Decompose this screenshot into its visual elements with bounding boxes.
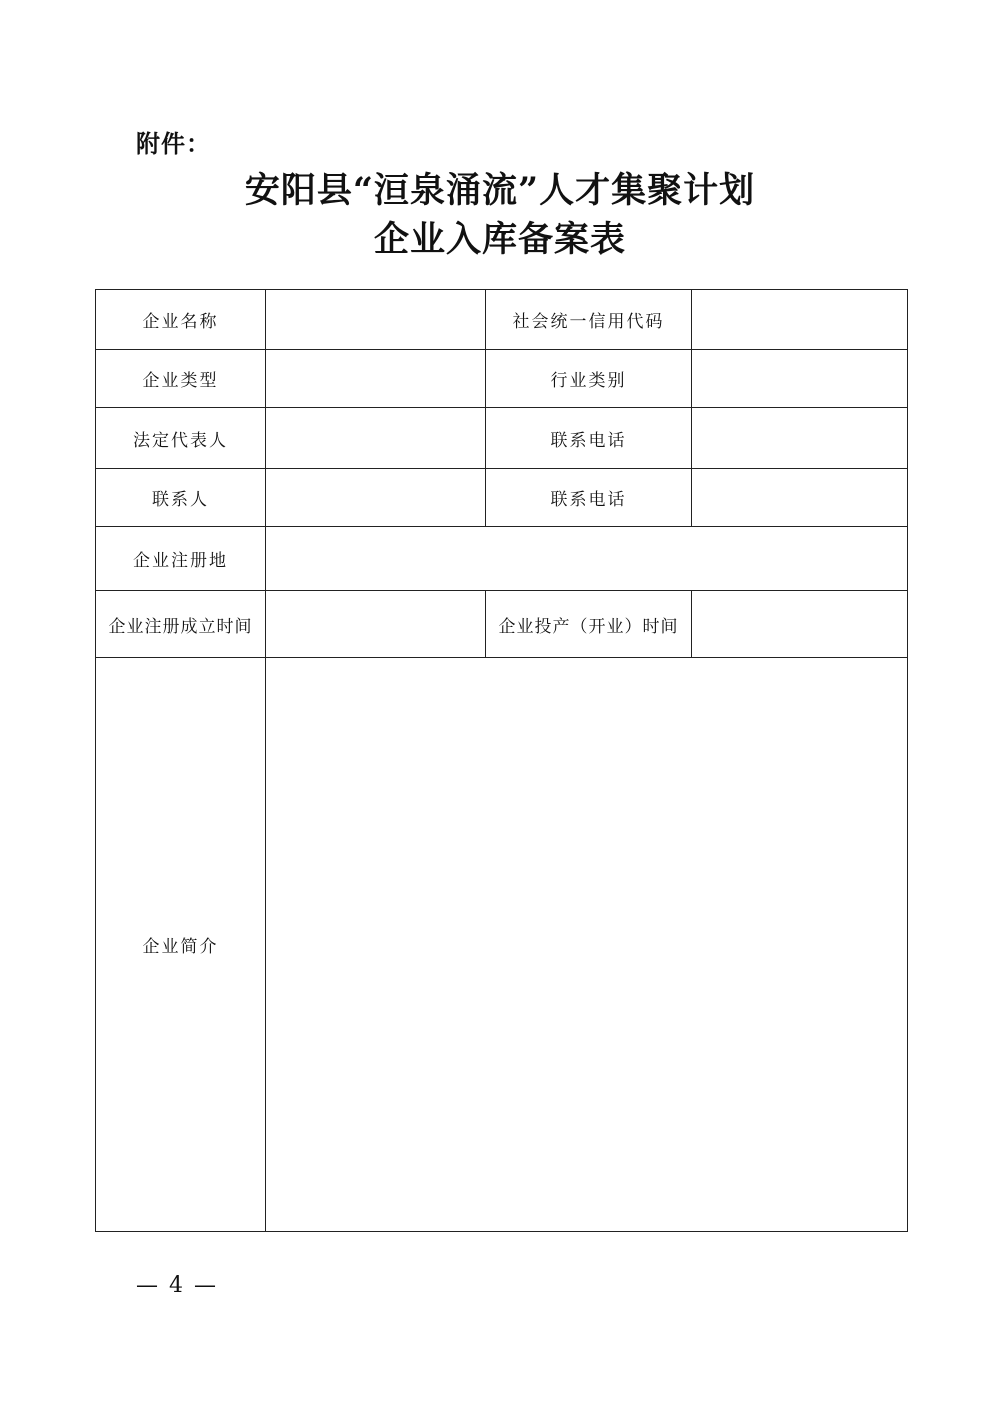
contact-phone-field[interactable] [692, 469, 908, 527]
attachment-label: 附件： [136, 130, 211, 158]
form-title-line-1: 安阳县“洹泉涌流”人才集聚计划 [244, 170, 756, 211]
legal-rep-phone-label: 联系电话 [486, 408, 692, 469]
legal-rep-label: 法定代表人 [96, 408, 266, 469]
contact-phone-label: 联系电话 [486, 469, 692, 527]
table-row [96, 350, 908, 408]
contact-person-label: 联系人 [96, 469, 266, 527]
table-row [96, 290, 908, 350]
table-row [96, 469, 908, 527]
industry-field[interactable] [692, 350, 908, 408]
company-intro-field[interactable] [266, 658, 908, 1232]
table-row [96, 527, 908, 591]
operation-date-field[interactable] [692, 591, 908, 658]
registered-address-label: 企业注册地 [96, 527, 266, 591]
registration-form-table [95, 289, 908, 1232]
industry-label: 行业类别 [486, 350, 692, 408]
legal-rep-phone-field[interactable] [692, 408, 908, 469]
company-intro-label: 企业简介 [96, 658, 266, 1232]
table-row [96, 408, 908, 469]
company-type-field[interactable] [266, 350, 486, 408]
established-date-label: 企业注册成立时间 [96, 591, 266, 658]
company-name-field[interactable] [266, 290, 486, 350]
form-title-line-2: 企业入库备案表 [373, 219, 626, 260]
table-row [96, 658, 908, 1232]
operation-date-label: 企业投产（开业）时间 [486, 591, 692, 658]
credit-code-label: 社会统一信用代码 [486, 290, 692, 350]
legal-rep-field[interactable] [266, 408, 486, 469]
company-name-label: 企业名称 [96, 290, 266, 350]
table-row [96, 591, 908, 658]
company-type-label: 企业类型 [96, 350, 266, 408]
credit-code-field[interactable] [692, 290, 908, 350]
registered-address-field[interactable] [266, 527, 908, 591]
established-date-field[interactable] [266, 591, 486, 658]
page-number: — 4 — [136, 1273, 218, 1298]
contact-person-field[interactable] [266, 469, 486, 527]
